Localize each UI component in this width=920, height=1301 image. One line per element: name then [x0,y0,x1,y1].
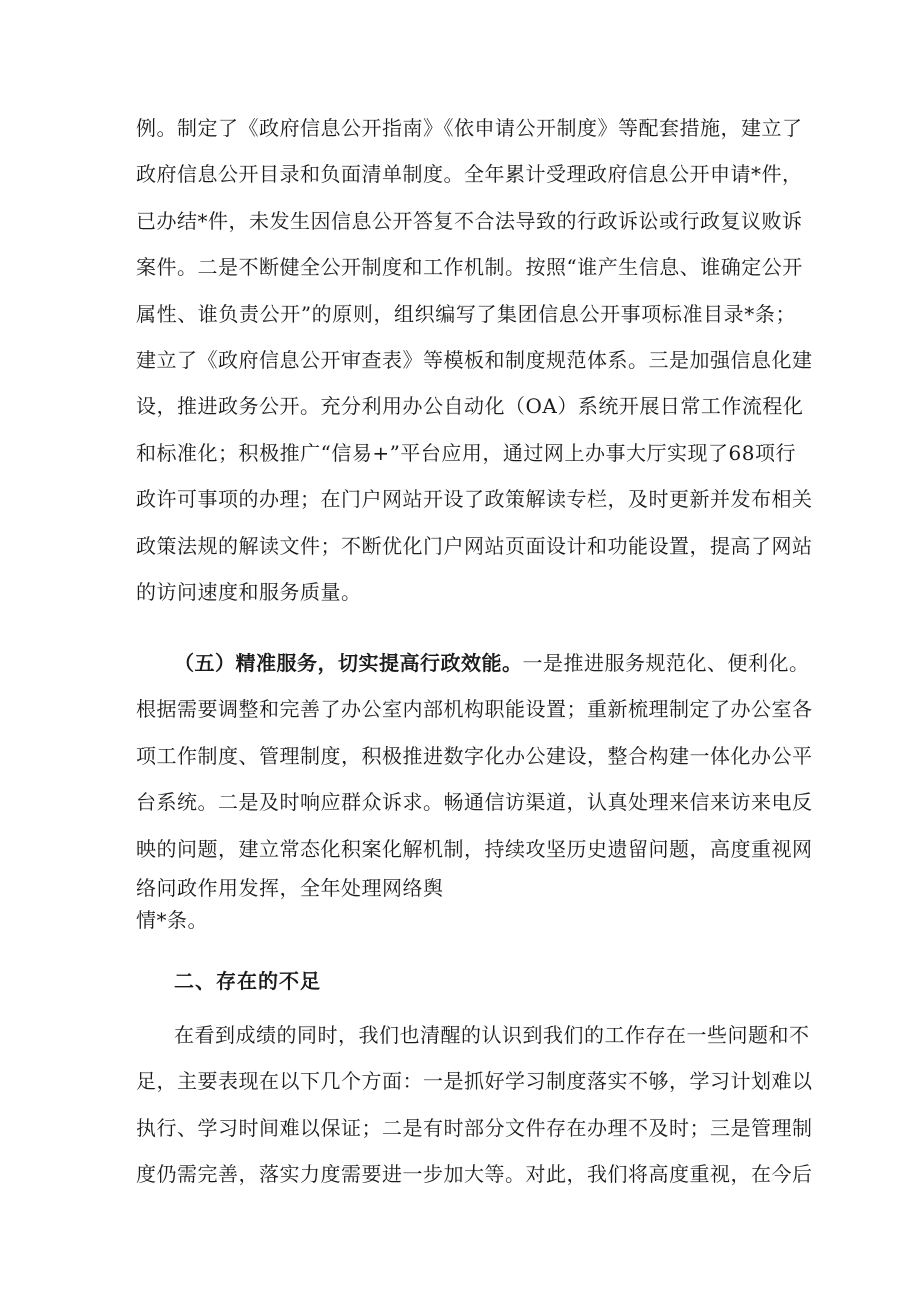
text-line: 足，主要表现在以下几个方面：一是抓好学习制度落实不够，学习计划难以 [136,1069,813,1094]
text-line: 已办结*件，未发生因信息公开答复不合法导致的行政诉讼或行政复议败诉 [136,208,803,233]
text-line: 台系统。二是及时响应群众诉求。畅通信访渠道，认真处理来信来访来电反 [136,790,813,815]
section-heading: 二、存在的不足 [174,969,321,993]
text-line: 和标准化；积极推广“信易+”平台应用，通过网上办事大厅实现了68项行 [136,440,796,465]
text-line: 政府信息公开目录和负面清单制度。全年累计受理政府信息公开申请*件， [136,162,803,187]
text-line: 的访问速度和服务质量。 [136,579,362,604]
paragraph-open-government [136,105,813,615]
text-line: 政许可事项的办理；在门户网站开设了政策解读专栏，及时更新并发布相关 [136,487,813,512]
text-line: 政策法规的解读文件；不断优化门户网站页面设计和功能设置，提高了网站 [136,533,813,558]
text-line: 络问政作用发挥，全年处理网络舆 [136,875,444,900]
text-line: 执行、学习时间难以保证；二是有时部分文件存在办理不及时；三是管理制 [136,1115,813,1140]
subsection-heading: （五）精准服务，切实提高行政效能。 [174,651,523,675]
text-line: 案件。二是不断健全公开制度和工作机制。按照“谁产生信息、谁确定公开 [136,255,803,280]
paragraph-shortcomings [136,1012,813,1198]
text-line: 建立了《政府信息公开审查表》等模板和制度规范体系。三是加强信息化建 [136,347,813,372]
text-line-with-heading [136,640,810,686]
text-line: 属性、谁负责公开”的原则，组织编写了集团信息公开事项标准目录*条； [136,301,796,326]
text-line: 在看到成绩的同时，我们也清醒的认识到我们的工作存在一些问题和不 [174,1023,810,1047]
text-line: 设，推进政务公开。充分利用办公自动化（OA）系统开展日常工作流程化 [136,394,804,419]
text-fragment: 一是推进服务规范化、便利化。 [522,651,810,675]
text-line: 情*条。 [136,907,208,932]
text-line: 例。制定了《政府信息公开指南》《依申请公开制度》等配套措施，建立了 [136,116,803,140]
text-line: 度仍需完善，落实力度需要进一步加大等。对此，我们将高度重视，在今后 [136,1162,813,1187]
text-line: 项工作制度、管理制度，积极推进数字化办公建设，整合构建一体化办公平 [136,743,813,768]
text-line: 映的问题，建立常态化积案化解机制，持续攻坚历史遗留问题，高度重视网 [136,836,813,861]
paragraph-precise-service [136,640,813,936]
text-line: 根据需要调整和完善了办公室内部机构职能设置；重新梳理制定了办公室各 [136,697,813,722]
